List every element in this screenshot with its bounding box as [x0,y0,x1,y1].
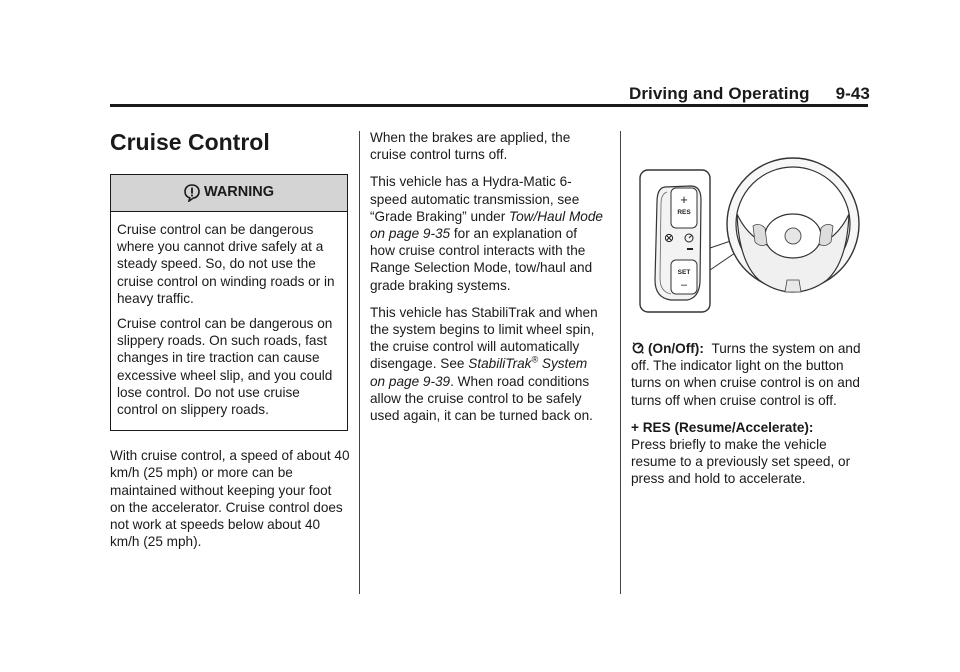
term-description: Press briefly to make the vehicle resume to a previously set speed, or press and hold to accelerate. [631,437,851,487]
body-paragraph: When the brakes are applied, the cruise control turns off. [370,130,571,163]
body-paragraph [631,419,861,488]
header-rule [110,104,868,107]
minus-bar [687,248,693,250]
emblem [785,228,801,244]
page-number: 9-43 [835,84,870,103]
warning-box [110,174,348,431]
link-text: StabiliTrak [468,356,532,372]
steering-wheel-svg [637,152,863,322]
text-span: This vehicle has a Hydra-Matic 6-speed automatic transmission, see “Grade Braking” under [370,174,580,224]
minus-sign: – [680,279,688,291]
res-label: RES [677,209,691,216]
column-divider [359,131,360,594]
text-span: This vehicle has StabiliTrak and when the system begins to limit wheel spin, the cruise control will automatically disengage. See [370,304,598,372]
body-paragraph [370,304,604,424]
set-label: SET [677,269,691,276]
page-header [110,84,870,104]
text-span: for an explanation of how cruise control interacts with the Range Selection Mode, tow/haul and grade braking systems. [370,226,593,293]
warning-header [111,175,347,212]
body-paragraph [370,173,604,293]
column-2 [370,129,604,434]
steering-wheel [727,158,859,292]
section-title: Driving and Operating [628,84,810,103]
warning-body [111,212,347,430]
page-title: Cruise Control [110,129,270,155]
term-label: + RES (Resume/Accelerate): [631,419,814,435]
link-text: System on page 9-39 [370,356,588,389]
term-label: (On/Off): [648,341,704,356]
column-3 [631,340,861,498]
warning-paragraph: Cruise control can be dangerous where you cannot drive safely at a steady speed. So, do not use the cruise control on winding roads or in heavy traffic. [117,222,335,306]
text-span: . When road conditions allow the cruise control to be safely used again, it can be turned back on. [370,373,593,424]
column-divider [620,131,621,594]
warning-icon [184,184,200,202]
column-1 [110,124,350,560]
warning-label: WARNING [203,184,275,201]
plus-sign: + [680,192,688,207]
steering-wheel-illustration [637,152,863,322]
term-description: Turns the system on and off. The indicator light on the button turns on when cruise control is on and turns off when cruise control is off. [631,341,861,408]
body-paragraph: With cruise control, a speed of about 40 km/h (25 mph) or more can be maintained without keeping your foot on the accelerator. Cruise control does not work at speeds below about 40 km/h (25 mph). [110,448,350,550]
cruise-on-off-icon [631,341,645,355]
body-paragraph [631,340,861,409]
warning-paragraph: Cruise control can be dangerous on slippery roads. On such roads, fast changes in tire traction can cause excessive wheel slip, and you could lose control. Do not use cruise control on slippery roads. [117,316,333,418]
registered-mark: ® [531,354,539,365]
cross-reference-link[interactable]: Tow/Haul Mode on page 9-35 [370,208,603,242]
